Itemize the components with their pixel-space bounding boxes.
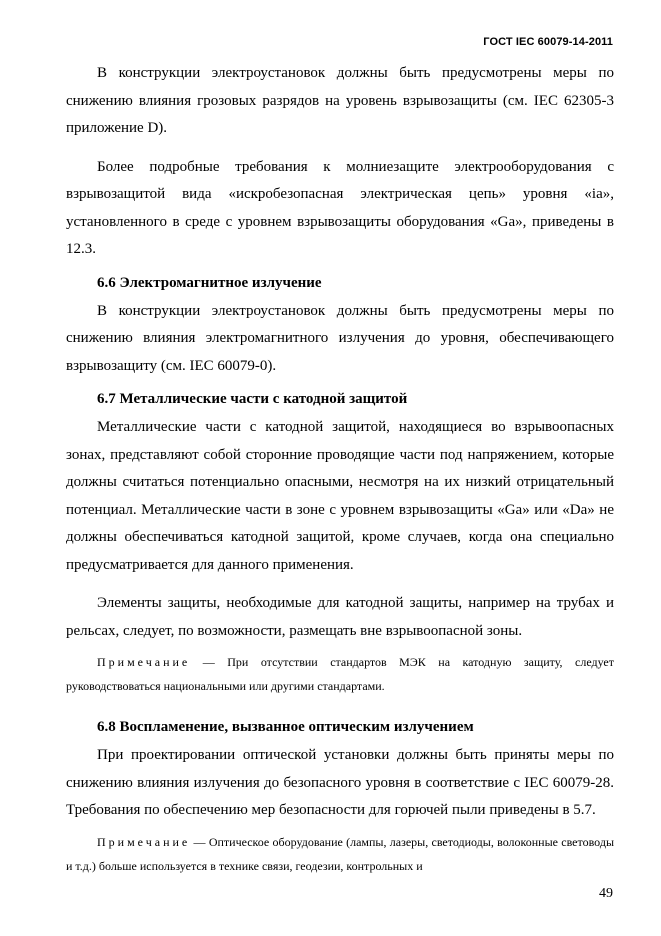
section-heading-6-6: 6.6 Электромагнитное излучение — [97, 274, 322, 291]
note-text: Оптическое оборудование (лампы, лазеры, светодиоды, волоконные световоды и т.д.) больше используется в технике связи, геодезии, контрольных и — [66, 834, 614, 873]
paragraph: Более подробные требования к молниезащите электрооборудования с взрывозащитой вида «искробезопасная электрическая цепь» уровня «ia», установленного в среде с уровнем взрывозащиты оборудования «Ga», приведены в 12.3. — [66, 158, 614, 257]
paragraph: В конструкции электроустановок должны быть предусмотрены меры по снижению влияния электромагнитного излучения до уровня, обеспечивающего взрывозащиту (см. IEC 60079-0). — [66, 302, 614, 374]
paragraph: Металлические части с катодной защитой, находящиеся во взрывоопасных зонах, представляют собой сторонние проводящие части под напряжением, которые должны считаться потенциально опасными, несмотря на их низкий отрицательный потенциал. Металлические части в зоне с уровнем взрывозащиты «Ga» или «Da» не должны обеспечиваться катодной защитой, кроме случаев, когда она специально предусматривается для данного применения. — [66, 419, 614, 573]
page-number: 49 — [599, 886, 613, 901]
paragraph: В конструкции электроустановок должны быть предусмотрены меры по снижению влияния грозовых разрядов на уровень взрывозащиты (см. IEC 62305-3 приложение D). — [66, 65, 614, 136]
document-body — [66, 60, 614, 878]
note-text: При отсутствии стандартов МЭК на катодную защиту, следует руководствоваться национальными или другими стандартами. — [66, 655, 615, 693]
paragraph: Элементы защиты, необходимые для катодной защиты, например на трубах и рельсах, следует, по возможности, размещать вне взрывоопасной зоны. — [66, 595, 614, 639]
paragraph: При проектировании оптической установки должны быть приняты меры по снижению влияния излучения до безопасного уровня в соответствие с IEC 60079-28. Требования по обеспечению мер безопасности для горючей пыли приведены в 5.7. — [66, 747, 614, 818]
note: Примечание — Оптическое оборудование (лампы, лазеры, светодиоды, волоконные световоды и т.д.) больше используется в технике связи, геодезии, контрольных и — [66, 834, 614, 873]
section-heading-6-8: 6.8 Воспламенение, вызванное оптическим излучением — [97, 719, 474, 735]
section-heading-6-7: 6.7 Металлические части с катодной защитой — [97, 391, 408, 407]
standard-code-header: ГОСТ IEC 60079-14-2011 — [483, 36, 613, 48]
note: Примечание — При отсутствии стандартов МЭК на катодную защиту, следует руководствоваться национальными или другими стандартами. — [66, 655, 615, 693]
note-label: Примечание — [97, 655, 191, 669]
note-label: Примечание — [97, 834, 191, 849]
